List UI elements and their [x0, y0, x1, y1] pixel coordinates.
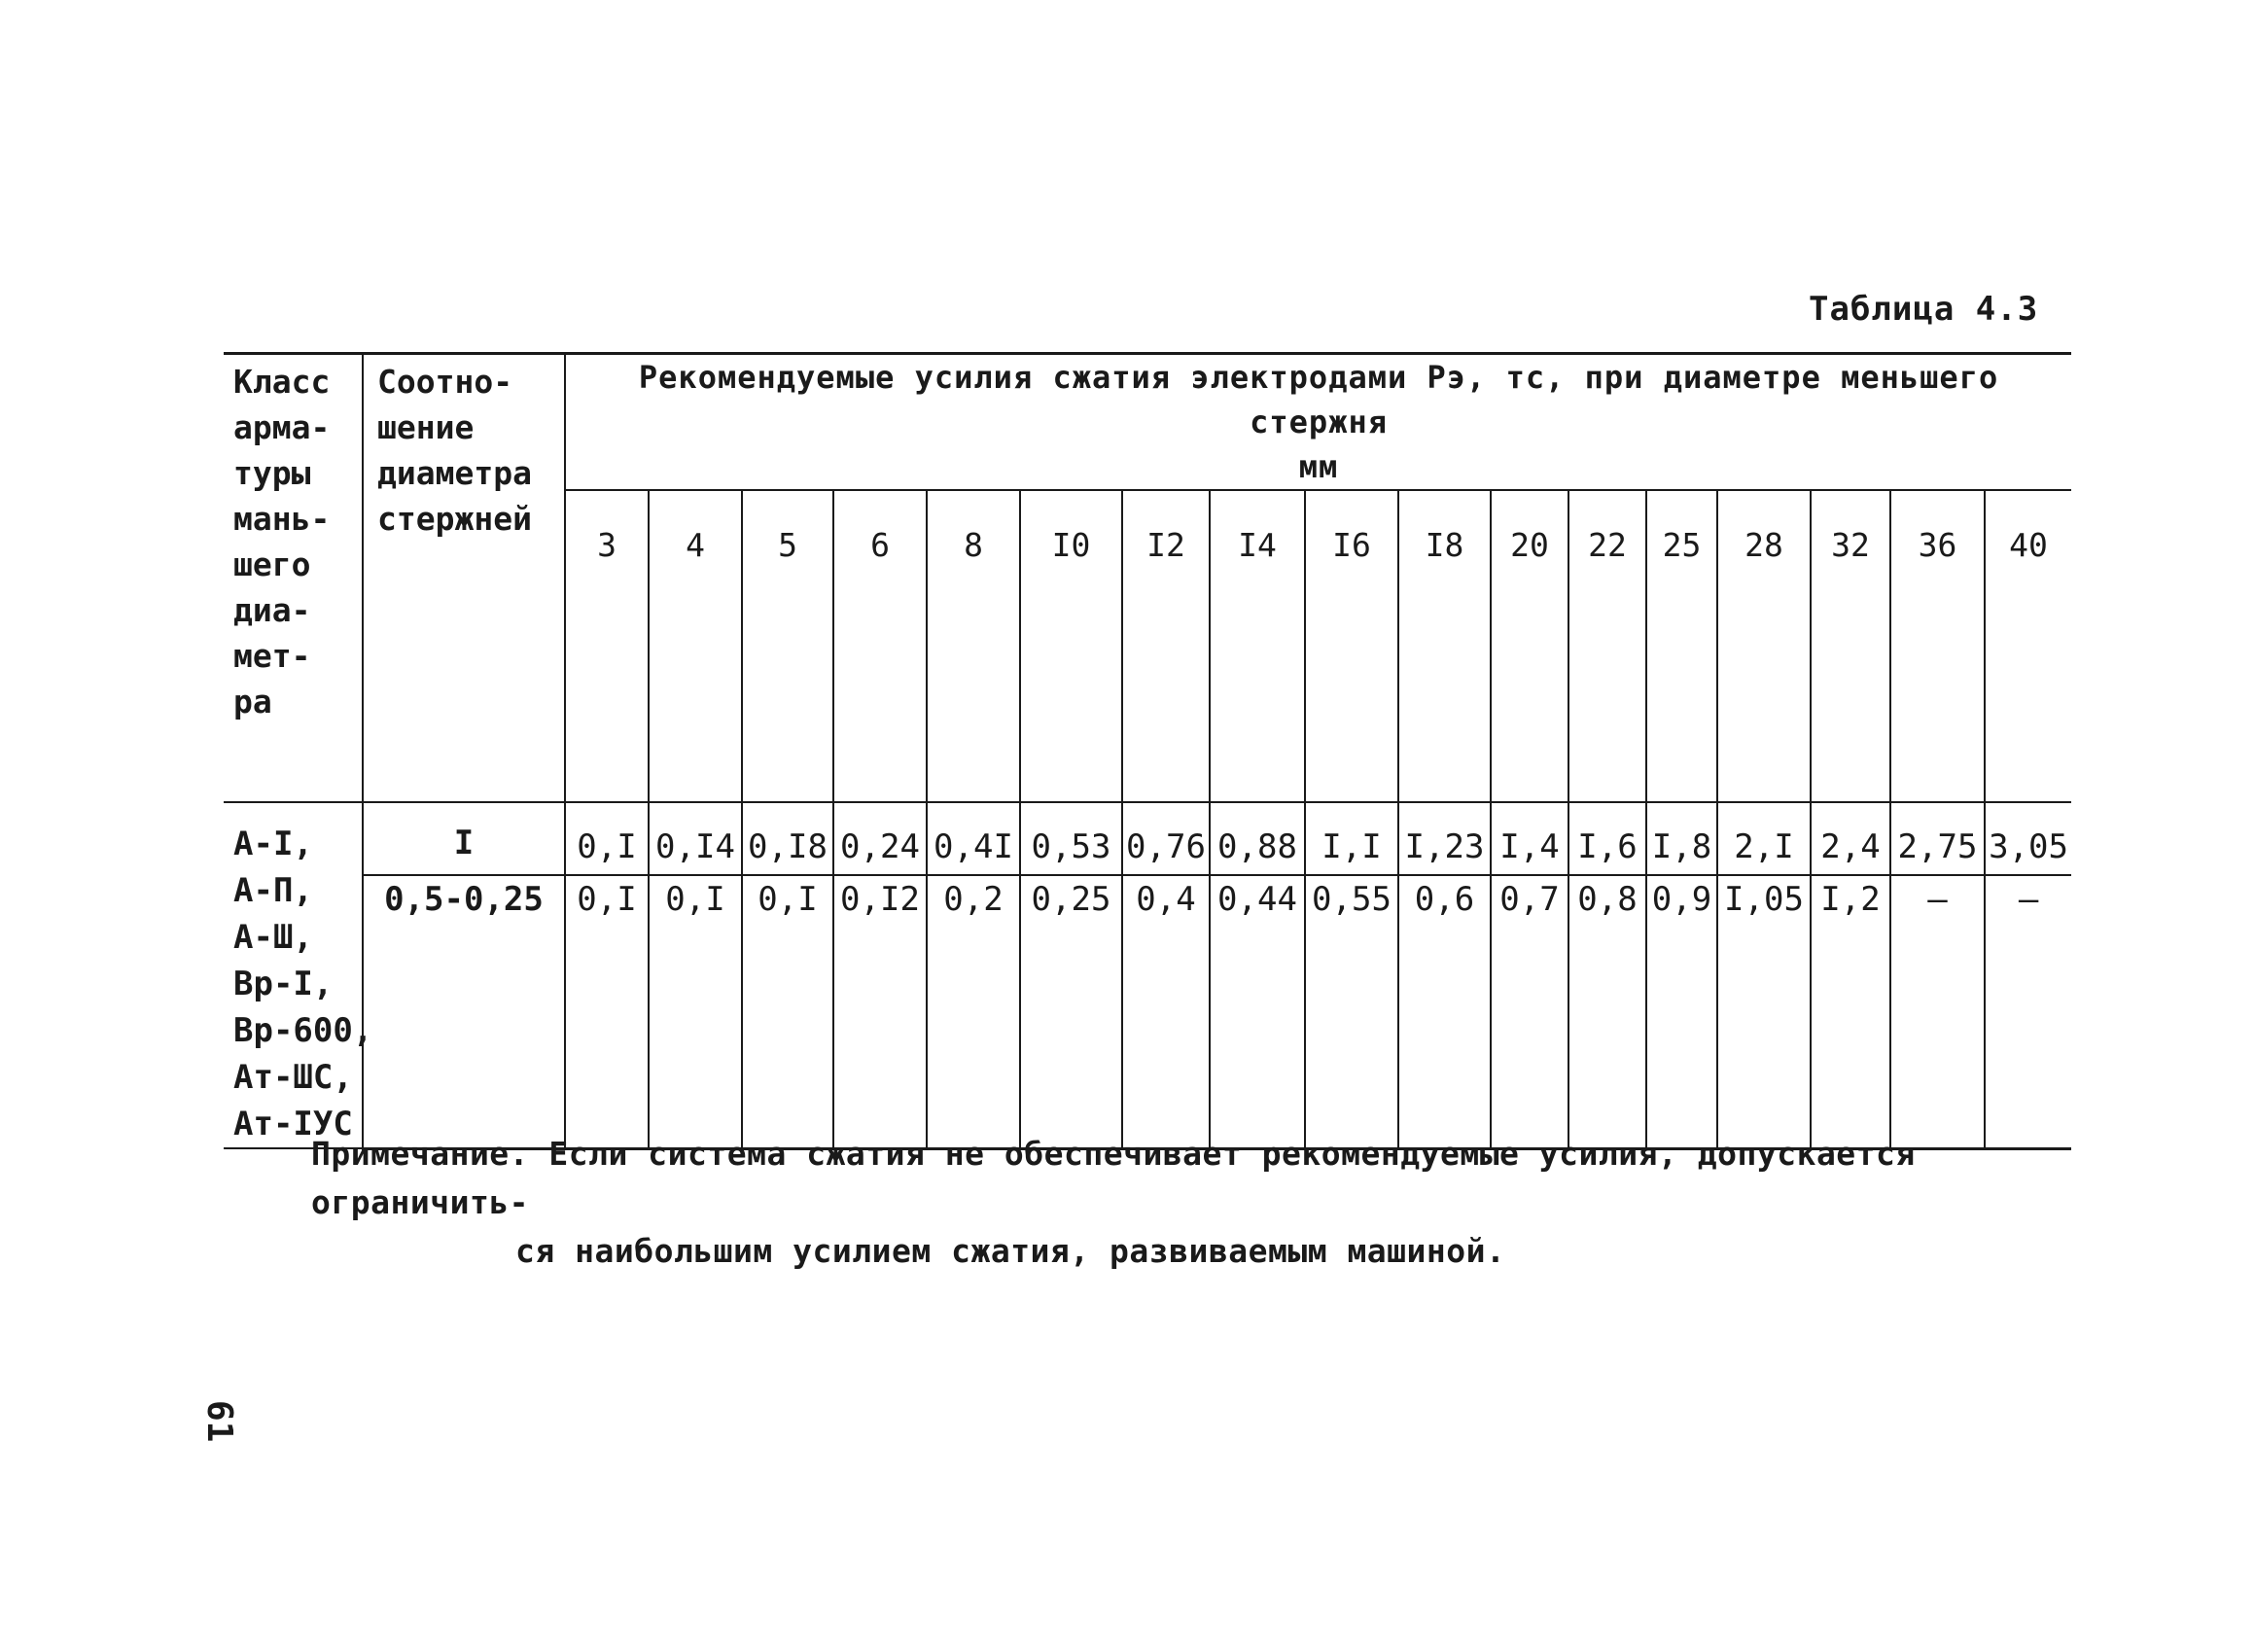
- value-cell: I,2: [1811, 875, 1890, 1148]
- diameter-header: 36: [1890, 490, 1985, 802]
- header-class: Класс арма- туры мань- шего диа- мет- ра: [224, 354, 363, 803]
- value-cell: 0,7: [1491, 875, 1568, 1148]
- diameter-header: I8: [1398, 490, 1491, 802]
- diameter-header: 40: [1985, 490, 2071, 802]
- value-cell: 0,4: [1122, 875, 1210, 1148]
- value-cell: 0,2: [927, 875, 1020, 1148]
- diameter-header: I0: [1020, 490, 1122, 802]
- table-note: [311, 1130, 2081, 1276]
- ratio-cell: I: [363, 802, 565, 875]
- value-cell: I,05: [1717, 875, 1811, 1148]
- value-cell: 0,I: [565, 875, 649, 1148]
- value-cell: 0,53: [1020, 802, 1122, 875]
- value-cell: 0,I: [565, 802, 649, 875]
- diameter-header: 4: [649, 490, 742, 802]
- force-table: [224, 352, 2071, 1150]
- value-cell: –: [1985, 875, 2071, 1148]
- diameter-header: 3: [565, 490, 649, 802]
- value-cell: 0,I8: [742, 802, 833, 875]
- value-cell: 0,25: [1020, 875, 1122, 1148]
- value-cell: I,I: [1305, 802, 1398, 875]
- value-cell: I,6: [1568, 802, 1646, 875]
- diameter-header: 32: [1811, 490, 1890, 802]
- value-cell: 0,I: [742, 875, 833, 1148]
- value-cell: 2,4: [1811, 802, 1890, 875]
- diameter-header: 20: [1491, 490, 1568, 802]
- table-row: [224, 875, 2071, 1148]
- diameter-header: 8: [927, 490, 1020, 802]
- diameter-header: 6: [833, 490, 927, 802]
- note-line-1: Примечание. Если система сжатия не обеспечивает рекомендуемые усилия, допускается ограничить-: [311, 1135, 1916, 1221]
- diameter-header: I6: [1305, 490, 1398, 802]
- table-row: [224, 802, 2071, 875]
- diameter-header: I4: [1210, 490, 1305, 802]
- value-cell: 3,05: [1985, 802, 2071, 875]
- value-cell: 0,24: [833, 802, 927, 875]
- value-cell: 0,I2: [833, 875, 927, 1148]
- diameter-header: 25: [1646, 490, 1717, 802]
- header-row-group: [224, 354, 2071, 491]
- value-cell: –: [1890, 875, 1985, 1148]
- value-cell: 0,88: [1210, 802, 1305, 875]
- value-cell: 0,76: [1122, 802, 1210, 875]
- value-cell: I,23: [1398, 802, 1491, 875]
- value-cell: 0,9: [1646, 875, 1717, 1148]
- page-number: 61: [199, 1400, 239, 1443]
- note-line-2: ся наибольшим усилием сжатия, развиваемым машиной.: [515, 1232, 1506, 1270]
- diameter-header: 28: [1717, 490, 1811, 802]
- diameter-header: I2: [1122, 490, 1210, 802]
- value-cell: 2,75: [1890, 802, 1985, 875]
- reinforcement-classes: А-I, А-П, А-Ш, Вр-I, Вр-600, Ат-ШС, Ат-IУС: [224, 802, 363, 1148]
- value-cell: 0,6: [1398, 875, 1491, 1148]
- value-cell: 0,44: [1210, 875, 1305, 1148]
- value-cell: 0,8: [1568, 875, 1646, 1148]
- table-caption: Таблица 4.3: [1809, 290, 2039, 329]
- value-cell: 0,I4: [649, 802, 742, 875]
- diameter-header: 22: [1568, 490, 1646, 802]
- value-cell: I,8: [1646, 802, 1717, 875]
- value-cell: 2,I: [1717, 802, 1811, 875]
- diameter-header: 5: [742, 490, 833, 802]
- value-cell: I,4: [1491, 802, 1568, 875]
- header-force-group: Рекомендуемые усилия сжатия электродами Рэ, тс, при диаметре меньшего стержня мм: [565, 354, 2071, 491]
- value-cell: 0,4I: [927, 802, 1020, 875]
- value-cell: 0,55: [1305, 875, 1398, 1148]
- value-cell: 0,I: [649, 875, 742, 1148]
- header-ratio: Соотно- шение диаметра стержней: [363, 354, 565, 803]
- ratio-cell: 0,5-0,25: [363, 875, 565, 1148]
